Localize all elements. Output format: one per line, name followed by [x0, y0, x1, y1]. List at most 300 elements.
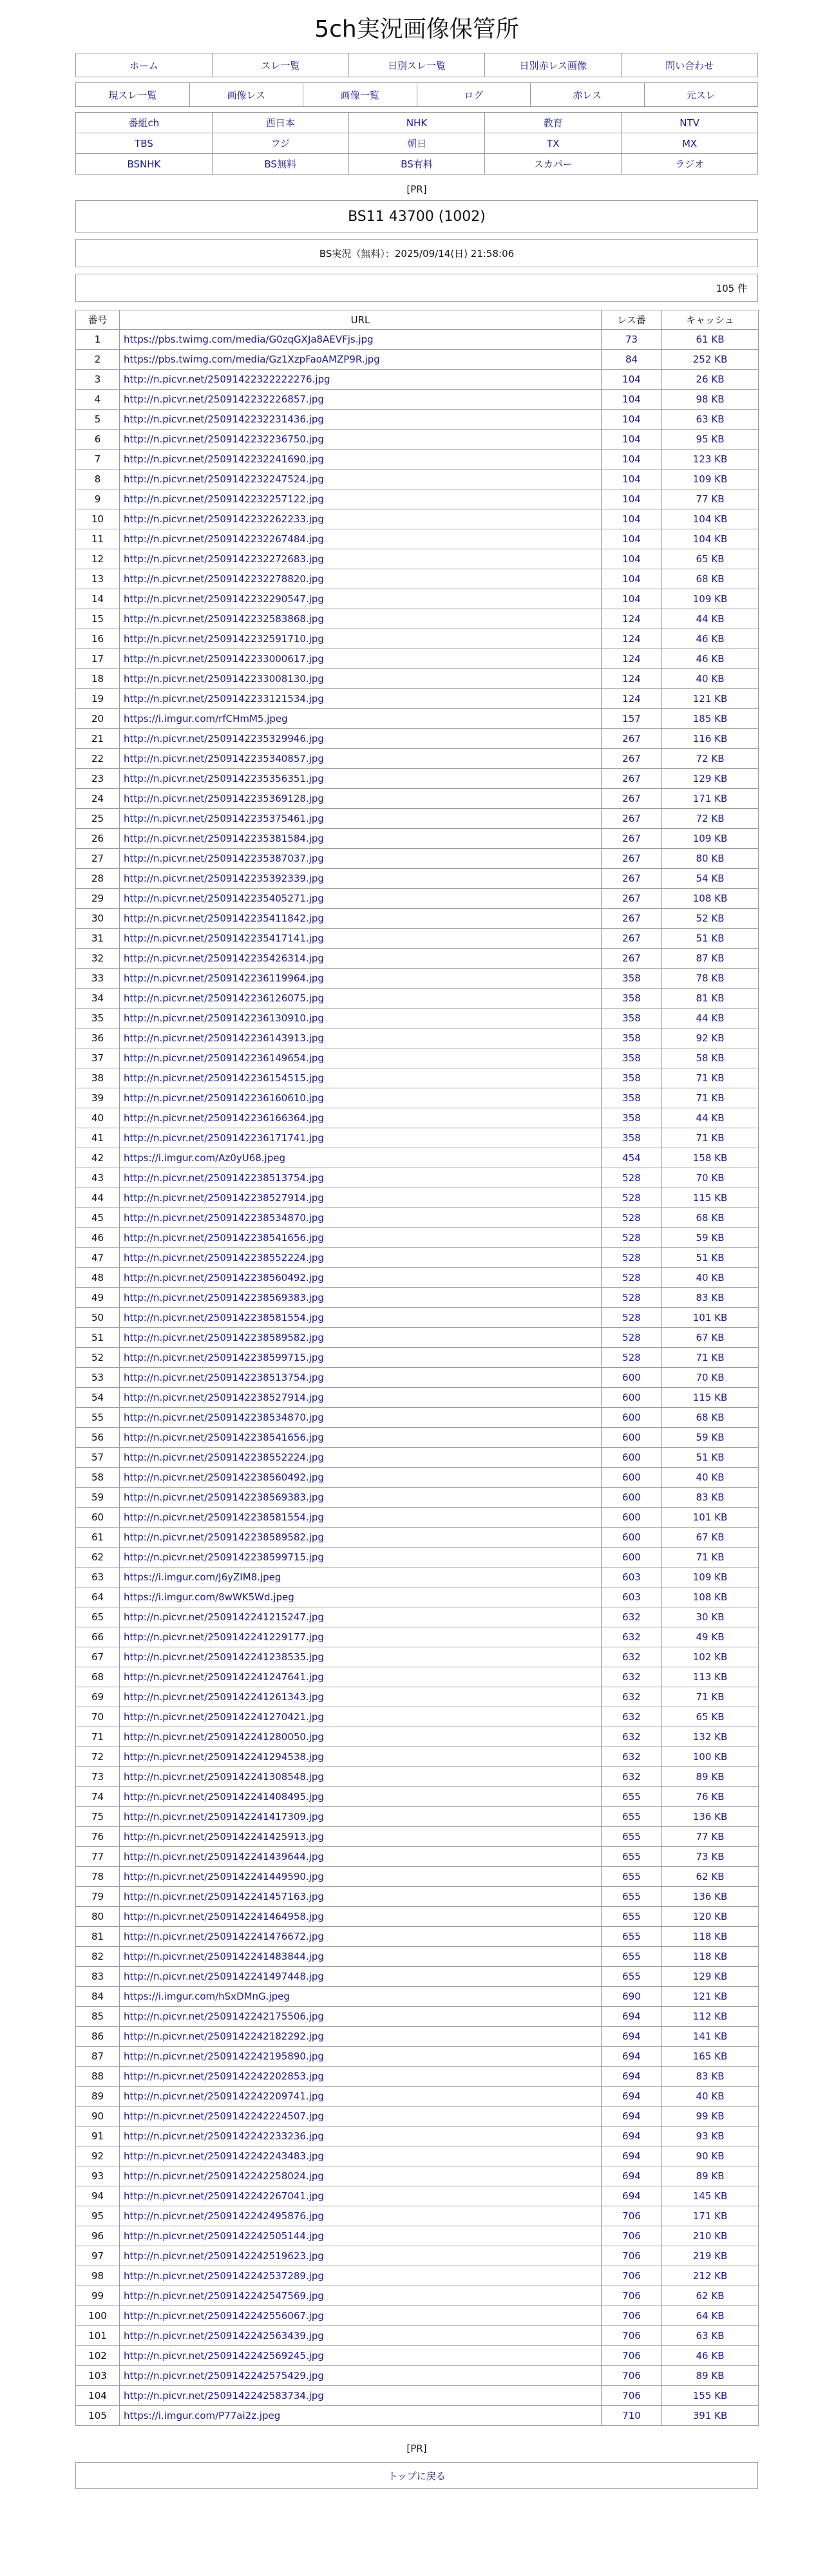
image-url-link[interactable]: http://n.picvr.net/2509142242258024.jpg: [124, 2170, 324, 2182]
res-number-link[interactable]: 267: [602, 949, 662, 969]
cache-size-link[interactable]: 30 KB: [662, 1607, 759, 1627]
res-number-link[interactable]: 358: [602, 1028, 662, 1048]
cache-size-link[interactable]: 40 KB: [662, 669, 759, 689]
channel-bs-paid[interactable]: BS有料: [349, 154, 486, 174]
res-number-link[interactable]: 706: [602, 2386, 662, 2406]
back-to-top-link[interactable]: トップに戻る: [388, 2470, 446, 2482]
res-number-link[interactable]: 710: [602, 2406, 662, 2426]
cache-size-link[interactable]: 72 KB: [662, 749, 759, 769]
res-number-link[interactable]: 694: [602, 2047, 662, 2067]
cache-size-link[interactable]: 26 KB: [662, 370, 759, 390]
cache-size-link[interactable]: 101 KB: [662, 1308, 759, 1328]
res-number-link[interactable]: 655: [602, 1907, 662, 1927]
res-number-link[interactable]: 454: [602, 1148, 662, 1168]
res-number-link[interactable]: 267: [602, 909, 662, 929]
cache-size-link[interactable]: 52 KB: [662, 909, 759, 929]
image-url-link[interactable]: http://n.picvr.net/2509142238527914.jpg: [124, 1392, 324, 1403]
image-url-link[interactable]: http://n.picvr.net/2509142241294538.jpg: [124, 1751, 324, 1763]
cache-size-link[interactable]: 62 KB: [662, 2286, 759, 2306]
res-number-link[interactable]: 694: [602, 2087, 662, 2107]
cache-size-link[interactable]: 71 KB: [662, 1128, 759, 1148]
image-url-link[interactable]: http://n.picvr.net/2509142232236750.jpg: [124, 433, 324, 445]
image-url-link[interactable]: https://i.imgur.com/P77ai2z.jpeg: [124, 2410, 281, 2421]
cache-size-link[interactable]: 89 KB: [662, 2166, 759, 2186]
cache-size-link[interactable]: 116 KB: [662, 729, 759, 749]
cache-size-link[interactable]: 171 KB: [662, 789, 759, 809]
image-url-link[interactable]: http://n.picvr.net/2509142235375461.jpg: [124, 813, 324, 824]
cache-size-link[interactable]: 109 KB: [662, 1567, 759, 1587]
channel-tbs[interactable]: TBS: [76, 133, 213, 153]
res-number-link[interactable]: 104: [602, 450, 662, 469]
cache-size-link[interactable]: 65 KB: [662, 549, 759, 569]
image-url-link[interactable]: http://n.picvr.net/2509142233121534.jpg: [124, 693, 324, 705]
image-url-link[interactable]: http://n.picvr.net/2509142235405271.jpg: [124, 893, 324, 904]
image-url-link[interactable]: http://n.picvr.net/2509142235411842.jpg: [124, 913, 324, 924]
image-url-link[interactable]: http://n.picvr.net/2509142238541656.jpg: [124, 1432, 324, 1443]
image-url-link[interactable]: https://i.imgur.com/Az0yU68.jpeg: [124, 1152, 285, 1164]
image-url-link[interactable]: http://n.picvr.net/2509142242495876.jpg: [124, 2210, 324, 2222]
cache-size-link[interactable]: 54 KB: [662, 869, 759, 889]
channel-fuji[interactable]: フジ: [213, 133, 349, 153]
res-number-link[interactable]: 706: [602, 2366, 662, 2386]
image-url-link[interactable]: http://n.picvr.net/2509142235392339.jpg: [124, 873, 324, 884]
cache-size-link[interactable]: 67 KB: [662, 1528, 759, 1548]
res-number-link[interactable]: 694: [602, 2166, 662, 2186]
cache-size-link[interactable]: 65 KB: [662, 1707, 759, 1727]
image-url-link[interactable]: http://n.picvr.net/2509142241483844.jpg: [124, 1951, 324, 1962]
nav-daily-thread-list[interactable]: 日別スレ一覧: [349, 53, 486, 77]
res-number-link[interactable]: 124: [602, 649, 662, 669]
channel-mx[interactable]: MX: [681, 137, 698, 149]
image-url-link[interactable]: http://n.picvr.net/2509142242563439.jpg: [124, 2330, 324, 2342]
res-number-link[interactable]: 358: [602, 1009, 662, 1028]
res-number-link[interactable]: 124: [602, 609, 662, 629]
res-number-link[interactable]: 655: [602, 1787, 662, 1807]
res-number-link[interactable]: 267: [602, 889, 662, 909]
image-url-link[interactable]: http://n.picvr.net/2509142233000617.jpg: [124, 653, 324, 665]
cache-size-link[interactable]: 123 KB: [662, 450, 759, 469]
image-url-link[interactable]: http://n.picvr.net/2509142241457163.jpg: [124, 1891, 324, 1902]
image-url-link[interactable]: http://n.picvr.net/2509142242547569.jpg: [124, 2290, 324, 2302]
cache-size-link[interactable]: 93 KB: [662, 2126, 759, 2146]
cache-size-link[interactable]: 71 KB: [662, 1687, 759, 1707]
res-number-link[interactable]: 528: [602, 1328, 662, 1348]
image-url-link[interactable]: http://n.picvr.net/2509142238589582.jpg: [124, 1531, 324, 1543]
res-number-link[interactable]: 358: [602, 989, 662, 1009]
res-number-link[interactable]: 694: [602, 2007, 662, 2027]
cache-size-link[interactable]: 59 KB: [662, 1228, 759, 1248]
cache-size-link[interactable]: 102 KB: [662, 1647, 759, 1667]
res-number-link[interactable]: 632: [602, 1667, 662, 1687]
cache-size-link[interactable]: 129 KB: [662, 1967, 759, 1987]
image-url-link[interactable]: https://i.imgur.com/8wWK5Wd.jpeg: [124, 1591, 294, 1603]
image-url-link[interactable]: http://n.picvr.net/2509142232290547.jpg: [124, 593, 324, 605]
cache-size-link[interactable]: 104 KB: [662, 529, 759, 549]
res-number-link[interactable]: 104: [602, 489, 662, 509]
image-url-link[interactable]: https://i.imgur.com/J6yZIM8.jpeg: [124, 1571, 281, 1583]
image-url-link[interactable]: http://n.picvr.net/2509142241270421.jpg: [124, 1711, 324, 1723]
cache-size-link[interactable]: 212 KB: [662, 2266, 759, 2286]
res-number-link[interactable]: 600: [602, 1468, 662, 1488]
cache-size-link[interactable]: 71 KB: [662, 1068, 759, 1088]
image-url-link[interactable]: https://pbs.twimg.com/media/Gz1XzpFaoAMZP9R.jpg: [124, 354, 380, 365]
res-number-link[interactable]: 706: [602, 2286, 662, 2306]
cache-size-link[interactable]: 46 KB: [662, 2346, 759, 2366]
image-url-link[interactable]: http://n.picvr.net/2509142241280050.jpg: [124, 1731, 324, 1743]
res-number-link[interactable]: 706: [602, 2246, 662, 2266]
image-url-link[interactable]: http://n.picvr.net/2509142241425913.jpg: [124, 1831, 324, 1842]
image-url-link[interactable]: http://n.picvr.net/2509142238552224.jpg: [124, 1252, 324, 1264]
cache-size-link[interactable]: 61 KB: [662, 330, 759, 350]
res-number-link[interactable]: 655: [602, 1867, 662, 1887]
image-url-link[interactable]: http://n.picvr.net/2509142236119964.jpg: [124, 972, 324, 984]
res-number-link[interactable]: 694: [602, 2067, 662, 2087]
cache-size-link[interactable]: 59 KB: [662, 1428, 759, 1448]
cache-size-link[interactable]: 115 KB: [662, 1188, 759, 1208]
res-number-link[interactable]: 528: [602, 1208, 662, 1228]
image-url-link[interactable]: http://n.picvr.net/2509142235329946.jpg: [124, 733, 324, 744]
image-url-link[interactable]: http://n.picvr.net/2509142241261343.jpg: [124, 1691, 324, 1703]
res-number-link[interactable]: 104: [602, 410, 662, 430]
res-number-link[interactable]: 632: [602, 1707, 662, 1727]
image-url-link[interactable]: http://n.picvr.net/2509142238581554.jpg: [124, 1511, 324, 1523]
image-url-link[interactable]: https://i.imgur.com/hSxDMnG.jpeg: [124, 1991, 290, 2002]
res-number-link[interactable]: 655: [602, 1847, 662, 1867]
res-number-link[interactable]: 600: [602, 1548, 662, 1567]
image-url-link[interactable]: http://n.picvr.net/2509142238599715.jpg: [124, 1551, 324, 1563]
cache-size-link[interactable]: 113 KB: [662, 1667, 759, 1687]
res-number-link[interactable]: 655: [602, 1927, 662, 1947]
cache-size-link[interactable]: 46 KB: [662, 629, 759, 649]
res-number-link[interactable]: 600: [602, 1448, 662, 1468]
res-number-link[interactable]: 632: [602, 1747, 662, 1767]
channel-tx[interactable]: TX: [485, 133, 622, 153]
image-url-link[interactable]: http://n.picvr.net/2509142232591710.jpg: [124, 633, 324, 645]
res-number-link[interactable]: 655: [602, 1947, 662, 1967]
cache-size-link[interactable]: 73 KB: [662, 1847, 759, 1867]
res-number-link[interactable]: 694: [602, 2107, 662, 2126]
nav-log[interactable]: ログ: [417, 83, 531, 106]
res-number-link[interactable]: 528: [602, 1308, 662, 1328]
cache-size-link[interactable]: 104 KB: [662, 509, 759, 529]
cache-size-link[interactable]: 171 KB: [662, 2206, 759, 2226]
cache-size-link[interactable]: 77 KB: [662, 1827, 759, 1847]
image-url-link[interactable]: http://n.picvr.net/2509142238552224.jpg: [124, 1452, 324, 1463]
res-number-link[interactable]: 603: [602, 1587, 662, 1607]
res-number-link[interactable]: 104: [602, 390, 662, 410]
res-number-link[interactable]: 706: [602, 2206, 662, 2226]
image-url-link[interactable]: http://n.picvr.net/2509142242195890.jpg: [124, 2050, 324, 2062]
res-number-link[interactable]: 632: [602, 1727, 662, 1747]
cache-size-link[interactable]: 77 KB: [662, 489, 759, 509]
cache-size-link[interactable]: 51 KB: [662, 929, 759, 949]
cache-size-link[interactable]: 63 KB: [662, 410, 759, 430]
res-number-link[interactable]: 655: [602, 1827, 662, 1847]
channel-bsnhk[interactable]: BSNHK: [76, 154, 213, 174]
res-number-link[interactable]: 528: [602, 1268, 662, 1288]
image-url-link[interactable]: http://n.picvr.net/2509142232267484.jpg: [124, 533, 324, 545]
image-url-link[interactable]: https://pbs.twimg.com/media/G0zqGXJa8AEVFjs.jpg: [124, 334, 374, 345]
image-url-link[interactable]: http://n.picvr.net/2509142238581554.jpg: [124, 1312, 324, 1323]
cache-size-link[interactable]: 115 KB: [662, 1388, 759, 1408]
cache-size-link[interactable]: 99 KB: [662, 2107, 759, 2126]
image-url-link[interactable]: http://n.picvr.net/2509142236149654.jpg: [124, 1052, 324, 1064]
res-number-link[interactable]: 528: [602, 1168, 662, 1188]
image-url-link[interactable]: http://n.picvr.net/2509142241238535.jpg: [124, 1651, 324, 1663]
res-number-link[interactable]: 104: [602, 509, 662, 529]
image-url-link[interactable]: http://n.picvr.net/2509142238560492.jpg: [124, 1472, 324, 1483]
nav-contact[interactable]: 問い合わせ: [665, 59, 714, 71]
image-url-link[interactable]: http://n.picvr.net/2509142241308548.jpg: [124, 1771, 324, 1783]
image-url-link[interactable]: http://n.picvr.net/2509142242569245.jpg: [124, 2350, 324, 2362]
image-url-link[interactable]: http://n.picvr.net/2509142242209741.jpg: [124, 2090, 324, 2102]
cache-size-link[interactable]: 83 KB: [662, 1488, 759, 1508]
res-number-link[interactable]: 104: [602, 370, 662, 390]
cache-size-link[interactable]: 46 KB: [662, 649, 759, 669]
image-url-link[interactable]: http://n.picvr.net/2509142235340857.jpg: [124, 753, 324, 764]
image-url-link[interactable]: http://n.picvr.net/2509142242537289.jpg: [124, 2270, 324, 2282]
cache-size-link[interactable]: 92 KB: [662, 1028, 759, 1048]
image-url-link[interactable]: http://n.picvr.net/2509142242243483.jpg: [124, 2150, 324, 2162]
image-url-link[interactable]: http://n.picvr.net/2509142241408495.jpg: [124, 1791, 324, 1803]
nav-image-res[interactable]: 画像レス: [190, 83, 304, 106]
image-url-link[interactable]: http://n.picvr.net/2509142238541656.jpg: [124, 1232, 324, 1244]
res-number-link[interactable]: 104: [602, 569, 662, 589]
res-number-link[interactable]: 528: [602, 1348, 662, 1368]
res-number-link[interactable]: 358: [602, 969, 662, 989]
cache-size-link[interactable]: 108 KB: [662, 1587, 759, 1607]
channel-asahi[interactable]: 朝日: [349, 133, 486, 153]
cache-size-link[interactable]: 118 KB: [662, 1927, 759, 1947]
res-number-link[interactable]: 706: [602, 2346, 662, 2366]
cache-size-link[interactable]: 132 KB: [662, 1727, 759, 1747]
image-url-link[interactable]: http://n.picvr.net/2509142235387037.jpg: [124, 853, 324, 864]
cache-size-link[interactable]: 70 KB: [662, 1168, 759, 1188]
res-number-link[interactable]: 157: [602, 709, 662, 729]
nav-red-res[interactable]: 赤レス: [531, 83, 645, 106]
cache-size-link[interactable]: 145 KB: [662, 2186, 759, 2206]
res-number-link[interactable]: 706: [602, 2306, 662, 2326]
cache-size-link[interactable]: 51 KB: [662, 1248, 759, 1268]
cache-size-link[interactable]: 81 KB: [662, 989, 759, 1009]
image-url-link[interactable]: http://n.picvr.net/2509142242519623.jpg: [124, 2250, 324, 2262]
res-number-link[interactable]: 267: [602, 809, 662, 829]
nav-daily-red-images[interactable]: 日別赤レス画像: [485, 53, 622, 77]
cache-size-link[interactable]: 71 KB: [662, 1088, 759, 1108]
res-number-link[interactable]: 267: [602, 729, 662, 749]
cache-size-link[interactable]: 118 KB: [662, 1947, 759, 1967]
image-url-link[interactable]: http://n.picvr.net/2509142242505144.jpg: [124, 2230, 324, 2242]
res-number-link[interactable]: 358: [602, 1128, 662, 1148]
cache-size-link[interactable]: 71 KB: [662, 1348, 759, 1368]
cache-size-link[interactable]: 121 KB: [662, 1987, 759, 2007]
res-number-link[interactable]: 267: [602, 789, 662, 809]
res-number-link[interactable]: 267: [602, 849, 662, 869]
image-url-link[interactable]: http://n.picvr.net/2509142242182292.jpg: [124, 2031, 324, 2042]
res-number-link[interactable]: 632: [602, 1687, 662, 1707]
image-url-link[interactable]: http://n.picvr.net/2509142242583734.jpg: [124, 2390, 324, 2401]
cache-size-link[interactable]: 40 KB: [662, 1468, 759, 1488]
image-url-link[interactable]: http://n.picvr.net/2509142238589582.jpg: [124, 1332, 324, 1343]
image-url-link[interactable]: http://n.picvr.net/2509142236130910.jpg: [124, 1012, 324, 1024]
image-url-link[interactable]: http://n.picvr.net/2509142236143913.jpg: [124, 1032, 324, 1044]
image-url-link[interactable]: http://n.picvr.net/2509142232278820.jpg: [124, 573, 324, 585]
cache-size-link[interactable]: 58 KB: [662, 1048, 759, 1068]
res-number-link[interactable]: 600: [602, 1428, 662, 1448]
cache-size-link[interactable]: 136 KB: [662, 1807, 759, 1827]
res-number-link[interactable]: 690: [602, 1987, 662, 2007]
res-number-link[interactable]: 632: [602, 1767, 662, 1787]
res-number-link[interactable]: 267: [602, 829, 662, 849]
image-url-link[interactable]: http://n.picvr.net/2509142242175506.jpg: [124, 2011, 324, 2022]
cache-size-link[interactable]: 90 KB: [662, 2146, 759, 2166]
res-number-link[interactable]: 267: [602, 929, 662, 949]
cache-size-link[interactable]: 62 KB: [662, 1867, 759, 1887]
image-url-link[interactable]: http://n.picvr.net/2509142235426314.jpg: [124, 952, 324, 964]
image-url-link[interactable]: http://n.picvr.net/2509142232257122.jpg: [124, 493, 324, 505]
image-url-link[interactable]: http://n.picvr.net/2509142242556067.jpg: [124, 2310, 324, 2322]
res-number-link[interactable]: 124: [602, 689, 662, 709]
res-number-link[interactable]: 632: [602, 1627, 662, 1647]
image-url-link[interactable]: http://n.picvr.net/2509142235417141.jpg: [124, 933, 324, 944]
cache-size-link[interactable]: 83 KB: [662, 2067, 759, 2087]
cache-size-link[interactable]: 67 KB: [662, 1328, 759, 1348]
cache-size-link[interactable]: 80 KB: [662, 849, 759, 869]
res-number-link[interactable]: 267: [602, 769, 662, 789]
image-url-link[interactable]: http://n.picvr.net/2509142232247524.jpg: [124, 473, 324, 485]
cache-size-link[interactable]: 100 KB: [662, 1747, 759, 1767]
image-url-link[interactable]: http://n.picvr.net/2509142238534870.jpg: [124, 1212, 324, 1224]
image-url-link[interactable]: http://n.picvr.net/2509142235356351.jpg: [124, 773, 324, 784]
channel-skyperfect[interactable]: スカパー: [485, 154, 622, 174]
cache-size-link[interactable]: 155 KB: [662, 2386, 759, 2406]
image-url-link[interactable]: http://n.picvr.net/2509142238534870.jpg: [124, 1412, 324, 1423]
cache-size-link[interactable]: 391 KB: [662, 2406, 759, 2426]
image-url-link[interactable]: http://n.picvr.net/2509142241439644.jpg: [124, 1851, 324, 1862]
image-url-link[interactable]: http://n.picvr.net/2509142242224507.jpg: [124, 2110, 324, 2122]
nav-source-thread[interactable]: 元スレ: [686, 89, 716, 101]
res-number-link[interactable]: 528: [602, 1188, 662, 1208]
cache-size-link[interactable]: 141 KB: [662, 2027, 759, 2047]
cache-size-link[interactable]: 158 KB: [662, 1148, 759, 1168]
cache-size-link[interactable]: 51 KB: [662, 1448, 759, 1468]
res-number-link[interactable]: 104: [602, 549, 662, 569]
image-url-link[interactable]: https://i.imgur.com/rfCHmM5.jpeg: [124, 713, 288, 724]
cache-size-link[interactable]: 120 KB: [662, 1907, 759, 1927]
cache-size-link[interactable]: 70 KB: [662, 1368, 759, 1388]
nav-home[interactable]: ホーム: [76, 53, 213, 77]
cache-size-link[interactable]: 252 KB: [662, 350, 759, 370]
image-url-link[interactable]: http://n.picvr.net/2509142236166364.jpg: [124, 1112, 324, 1124]
image-url-link[interactable]: http://n.picvr.net/2509142236160610.jpg: [124, 1092, 324, 1104]
res-number-link[interactable]: 104: [602, 430, 662, 450]
image-url-link[interactable]: http://n.picvr.net/2509142241497448.jpg: [124, 1971, 324, 1982]
image-url-link[interactable]: http://n.picvr.net/2509142232583868.jpg: [124, 613, 324, 625]
image-url-link[interactable]: http://n.picvr.net/2509142241247641.jpg: [124, 1671, 324, 1683]
cache-size-link[interactable]: 101 KB: [662, 1508, 759, 1528]
channel-nishinihon[interactable]: 西日本: [213, 113, 349, 133]
res-number-link[interactable]: 358: [602, 1108, 662, 1128]
res-number-link[interactable]: 358: [602, 1068, 662, 1088]
cache-size-link[interactable]: 76 KB: [662, 1787, 759, 1807]
image-url-link[interactable]: http://n.picvr.net/2509142238569383.jpg: [124, 1292, 324, 1303]
cache-size-link[interactable]: 72 KB: [662, 809, 759, 829]
channel-bs-free[interactable]: BS無料: [213, 154, 349, 174]
image-url-link[interactable]: http://n.picvr.net/2509142242202853.jpg: [124, 2070, 324, 2082]
res-number-link[interactable]: 600: [602, 1368, 662, 1388]
cache-size-link[interactable]: 95 KB: [662, 430, 759, 450]
cache-size-link[interactable]: 44 KB: [662, 1009, 759, 1028]
image-url-link[interactable]: http://n.picvr.net/2509142238599715.jpg: [124, 1352, 324, 1363]
cache-size-link[interactable]: 185 KB: [662, 709, 759, 729]
cache-size-link[interactable]: 68 KB: [662, 569, 759, 589]
image-url-link[interactable]: http://n.picvr.net/2509142241476672.jpg: [124, 1931, 324, 1942]
cache-size-link[interactable]: 68 KB: [662, 1408, 759, 1428]
cache-size-link[interactable]: 44 KB: [662, 1108, 759, 1128]
image-url-link[interactable]: http://n.picvr.net/2509142242233236.jpg: [124, 2130, 324, 2142]
image-url-link[interactable]: http://n.picvr.net/2509142241417309.jpg: [124, 1811, 324, 1823]
cache-size-link[interactable]: 129 KB: [662, 769, 759, 789]
res-number-link[interactable]: 706: [602, 2266, 662, 2286]
image-url-link[interactable]: http://n.picvr.net/2509142241215247.jpg: [124, 1611, 324, 1623]
cache-size-link[interactable]: 109 KB: [662, 829, 759, 849]
cache-size-link[interactable]: 44 KB: [662, 609, 759, 629]
cache-size-link[interactable]: 165 KB: [662, 2047, 759, 2067]
cache-size-link[interactable]: 121 KB: [662, 689, 759, 709]
cache-size-link[interactable]: 219 KB: [662, 2246, 759, 2266]
image-url-link[interactable]: http://n.picvr.net/25091422322222276.jpg: [124, 374, 330, 385]
res-number-link[interactable]: 603: [602, 1567, 662, 1587]
cache-size-link[interactable]: 40 KB: [662, 1268, 759, 1288]
image-url-link[interactable]: http://n.picvr.net/2509142238527914.jpg: [124, 1192, 324, 1204]
image-url-link[interactable]: http://n.picvr.net/2509142232241690.jpg: [124, 453, 324, 465]
cache-size-link[interactable]: 109 KB: [662, 589, 759, 609]
res-number-link[interactable]: 600: [602, 1508, 662, 1528]
cache-size-link[interactable]: 98 KB: [662, 390, 759, 410]
res-number-link[interactable]: 84: [602, 350, 662, 370]
res-number-link[interactable]: 600: [602, 1488, 662, 1508]
cache-size-link[interactable]: 40 KB: [662, 2087, 759, 2107]
image-url-link[interactable]: http://n.picvr.net/2509142235381584.jpg: [124, 833, 324, 844]
res-number-link[interactable]: 358: [602, 1048, 662, 1068]
res-number-link[interactable]: 267: [602, 749, 662, 769]
res-number-link[interactable]: 104: [602, 469, 662, 489]
cache-size-link[interactable]: 87 KB: [662, 949, 759, 969]
res-number-link[interactable]: 632: [602, 1607, 662, 1627]
image-url-link[interactable]: http://n.picvr.net/2509142241464958.jpg: [124, 1911, 324, 1922]
res-number-link[interactable]: 124: [602, 629, 662, 649]
image-url-link[interactable]: http://n.picvr.net/2509142235369128.jpg: [124, 793, 324, 804]
nav-current-threads[interactable]: 現スレ一覧: [76, 83, 190, 106]
cache-size-link[interactable]: 108 KB: [662, 889, 759, 909]
res-number-link[interactable]: 528: [602, 1228, 662, 1248]
nav-image-list[interactable]: 画像一覧: [303, 83, 417, 106]
cache-size-link[interactable]: 89 KB: [662, 1767, 759, 1787]
image-url-link[interactable]: http://n.picvr.net/2509142242267041.jpg: [124, 2190, 324, 2202]
cache-size-link[interactable]: 49 KB: [662, 1627, 759, 1647]
image-url-link[interactable]: http://n.picvr.net/2509142238569383.jpg: [124, 1492, 324, 1503]
image-url-link[interactable]: http://n.picvr.net/2509142236154515.jpg: [124, 1072, 324, 1084]
res-number-link[interactable]: 528: [602, 1248, 662, 1268]
image-url-link[interactable]: http://n.picvr.net/2509142242575429.jpg: [124, 2370, 324, 2382]
cache-size-link[interactable]: 136 KB: [662, 1887, 759, 1907]
res-number-link[interactable]: 124: [602, 669, 662, 689]
res-number-link[interactable]: 655: [602, 1887, 662, 1907]
res-number-link[interactable]: 73: [602, 330, 662, 350]
image-url-link[interactable]: http://n.picvr.net/2509142232262233.jpg: [124, 513, 324, 525]
channel-ntv[interactable]: NTV: [680, 117, 699, 129]
image-url-link[interactable]: http://n.picvr.net/2509142236126075.jpg: [124, 992, 324, 1004]
